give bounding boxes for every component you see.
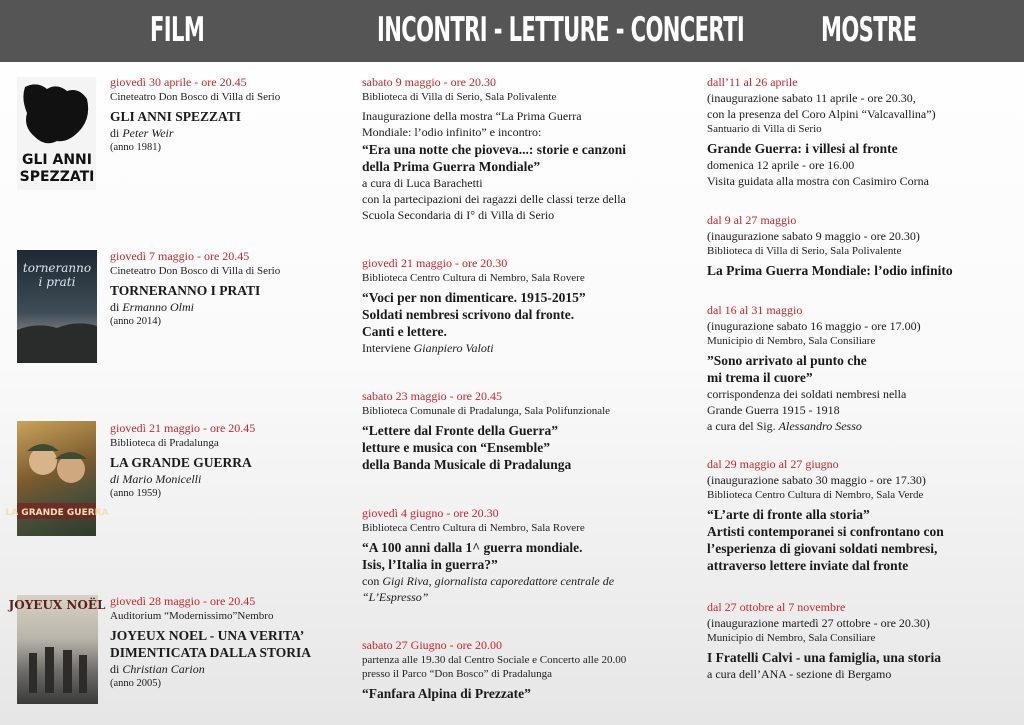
event-text: (inaugurazione sabato 9 maggio - ore 20.30) (707, 229, 920, 243)
event-venue: Municipio di Nembro, Sala Consiliare (707, 632, 876, 644)
svg-text:i prati: i prati (38, 275, 76, 289)
film-director: Peter Weir (122, 126, 174, 140)
mostre-event-5 (707, 600, 941, 682)
event-venue: Biblioteca Comunale di Pradalunga, Sala Polifunzionale (362, 405, 611, 417)
event-title: La Prima Guerra Mondiale: l’odio infinito (707, 263, 953, 278)
event-title: della Banda Musicale di Pradalunga (362, 457, 572, 472)
incontri-event-1 (362, 75, 626, 223)
event-title: della Prima Guerra Mondiale” (362, 159, 541, 174)
event-curator: Alessandro Sesso (778, 419, 862, 433)
di-label: di (110, 472, 120, 486)
event-venue: partenza alle 19.30 dal Centro Sociale e Concerto alle 20.00 (362, 654, 627, 666)
poster-torneranno-i-prati (17, 250, 97, 363)
film-director: Christian Carion (122, 662, 205, 676)
film-event-1 (110, 75, 280, 154)
event-title: l’esperienza di giovani soldati nembresi, (707, 541, 938, 556)
event-text: Mondiale: l’odio infinito” e incontro: (362, 125, 542, 139)
poster-title-1b: SPEZZATI (19, 169, 95, 185)
event-speaker: “L’Espresso” (362, 590, 429, 604)
di-label: di (110, 300, 120, 314)
event-text: Inaugurazione della mostra “La Prima Guerra (362, 109, 582, 123)
event-title: “Fanfara Alpina di Prezzate” (362, 686, 531, 701)
film-year: (anno 1959) (110, 488, 162, 499)
incontri-event-5 (362, 638, 626, 702)
event-title: “Era una notte che pioveva...: storie e canzoni (362, 142, 626, 157)
film-title-line1: JOYEUX NOEL - UNA VERITA’ (110, 628, 305, 643)
event-venue: Biblioteca Centro Cultura di Nembro, Sala Verde (707, 489, 924, 501)
mostre-event-4 (707, 457, 944, 574)
event-venue: Biblioteca di Villa di Serio, Sala Polivalente (362, 91, 557, 103)
event-date: giovedì 21 maggio - ore 20.45 (110, 421, 256, 435)
event-date: giovedì 21 maggio - ore 20.30 (362, 256, 508, 270)
event-text: domenica 12 aprile - ore 16.00 (707, 158, 855, 172)
event-title: attraverso lettere inviate dal fronte (707, 558, 909, 573)
incontri-event-4 (362, 506, 614, 605)
film-title: LA GRANDE GUERRA (110, 455, 252, 470)
event-text: (inaugurazione sabato 11 aprile - ore 20.30, (707, 91, 916, 105)
event-venue: Cineteatro Don Bosco di Villa di Serio (110, 91, 281, 103)
event-date: giovedì 30 aprile - ore 20.45 (110, 75, 247, 89)
film-event-3 (110, 421, 255, 500)
heading-incontri: INCONTRI - LETTURE - CONCERTI (377, 10, 745, 50)
event-title: Grande Guerra: i villesi al fronte (707, 141, 898, 156)
poster-la-grande-guerra (5, 421, 109, 536)
event-title: letture e musica con “Ensemble” (362, 440, 550, 455)
event-venue: Biblioteca di Villa di Serio, Sala Polivalente (707, 245, 902, 257)
event-venue: Municipio di Nembro, Sala Consiliare (707, 335, 876, 347)
event-title: Canti e lettere. (362, 324, 447, 339)
event-venue: Cineteatro Don Bosco di Villa di Serio (110, 265, 281, 277)
event-title: mi trema il cuore” (707, 370, 813, 385)
event-text: Grande Guerra 1915 - 1918 (707, 403, 840, 417)
event-date: dal 29 maggio al 27 giugno (707, 457, 839, 471)
event-title: “L’arte di fronte alla storia” (707, 507, 870, 522)
event-title: ”Sono arrivato al punto che (707, 353, 867, 368)
event-text: corrispondenza dei soldati nembresi nella (707, 387, 907, 401)
event-text: a cura dell’ANA - sezione di Bergamo (707, 667, 892, 681)
mostre-event-1 (707, 75, 936, 189)
header-bar (0, 0, 1024, 62)
event-title: “A 100 anni dalla 1^ guerra mondiale. (362, 540, 583, 555)
di-label: di (110, 126, 120, 140)
event-text: con (362, 574, 380, 588)
event-title: I Fratelli Calvi - una famiglia, una storia (707, 650, 941, 665)
event-venue: Santuario di Villa di Serio (707, 123, 822, 135)
film-director: Ermanno Olmi (122, 300, 195, 314)
event-venue: Biblioteca Centro Cultura di Nembro, Sala Rovere (362, 272, 585, 284)
heading-film: FILM (150, 10, 205, 50)
poster-joyeux-noel (8, 595, 106, 704)
film-title-line2: DIMENTICATA DALLA STORIA (110, 645, 312, 660)
mostre-event-3 (707, 303, 921, 434)
event-text: (inaugurazione martedì 27 ottobre - ore 20.30) (707, 616, 930, 630)
event-text: Interviene (362, 341, 411, 355)
event-text: a cura di Luca Barachetti (362, 176, 483, 190)
svg-text:LA GRANDE GUERRA: LA GRANDE GUERRA (5, 508, 109, 518)
event-venue: Biblioteca di Pradalunga (110, 437, 219, 449)
event-venue: Auditorium “Modernissimo”Nembro (110, 610, 274, 622)
event-text: Scuola Secondaria di I° di Villa di Serio (362, 208, 555, 222)
event-date: sabato 9 maggio - ore 20.30 (362, 75, 496, 89)
event-title: “Voci per non dimenticare. 1915-2015” (362, 290, 586, 305)
event-date: giovedì 7 maggio - ore 20.45 (110, 249, 250, 263)
event-date: giovedì 4 giugno - ore 20.30 (362, 506, 499, 520)
film-event-2 (110, 249, 280, 328)
event-date: giovedì 28 maggio - ore 20.45 (110, 594, 256, 608)
film-title: TORNERANNO I PRATI (110, 283, 261, 298)
event-text: (inugurazione sabato 16 maggio - ore 17.00) (707, 319, 921, 333)
film-director: Mario Monicelli (122, 472, 202, 486)
event-text: con la partecipazioni dei ragazzi delle classi terze della (362, 192, 626, 206)
event-text: Visita guidata alla mostra con Casimiro Corna (707, 174, 929, 188)
event-title: Artisti contemporanei si confrontano con (707, 524, 944, 539)
event-date: dall’11 al 26 aprile (707, 75, 798, 89)
event-title: Soldati nembresi scrivono dal fronte. (362, 307, 575, 322)
svg-text:JOYEUX NOËL: JOYEUX NOËL (8, 598, 106, 612)
mostre-event-2 (707, 213, 953, 279)
incontri-event-2 (362, 256, 586, 356)
event-speaker: Gigi Riva, giornalista caporedattore centrale de (382, 574, 615, 588)
event-date: sabato 27 Giugno - ore 20.00 (362, 638, 502, 652)
incontri-event-3 (362, 389, 610, 473)
event-text: (inaugurazione sabato 30 maggio - ore 17.30) (707, 473, 926, 487)
film-event-4 (110, 594, 311, 690)
poster-gli-anni-spezzati (17, 77, 96, 190)
event-date: dal 16 al 31 maggio (707, 303, 803, 317)
svg-text:torneranno: torneranno (22, 261, 92, 275)
event-venue: presso il Parco “Don Bosco” di Pradalunga (362, 668, 553, 680)
film-title: GLI ANNI SPEZZATI (110, 109, 242, 124)
poster-title-1a: GLI ANNI (22, 152, 92, 168)
film-year: (anno 1981) (110, 142, 162, 153)
heading-mostre: MOSTRE (821, 10, 917, 50)
event-venue: Biblioteca Centro Cultura di Nembro, Sala Rovere (362, 522, 585, 534)
film-year: (anno 2014) (110, 316, 162, 327)
event-speaker: Gianpiero Valoti (413, 341, 494, 355)
event-date: dal 27 ottobre al 7 novembre (707, 600, 846, 614)
event-title: “Lettere dal Fronte della Guerra” (362, 423, 558, 438)
event-date: dal 9 al 27 maggio (707, 213, 797, 227)
di-label: di (110, 662, 120, 676)
event-text: con la presenza del Coro Alpini “Valcavallina”) (707, 107, 936, 121)
event-text: a cura del Sig. (707, 419, 776, 433)
event-date: sabato 23 maggio - ore 20.45 (362, 389, 502, 403)
film-year: (anno 2005) (110, 678, 162, 689)
event-title: Isis, l’Italia in guerra?” (362, 557, 498, 572)
